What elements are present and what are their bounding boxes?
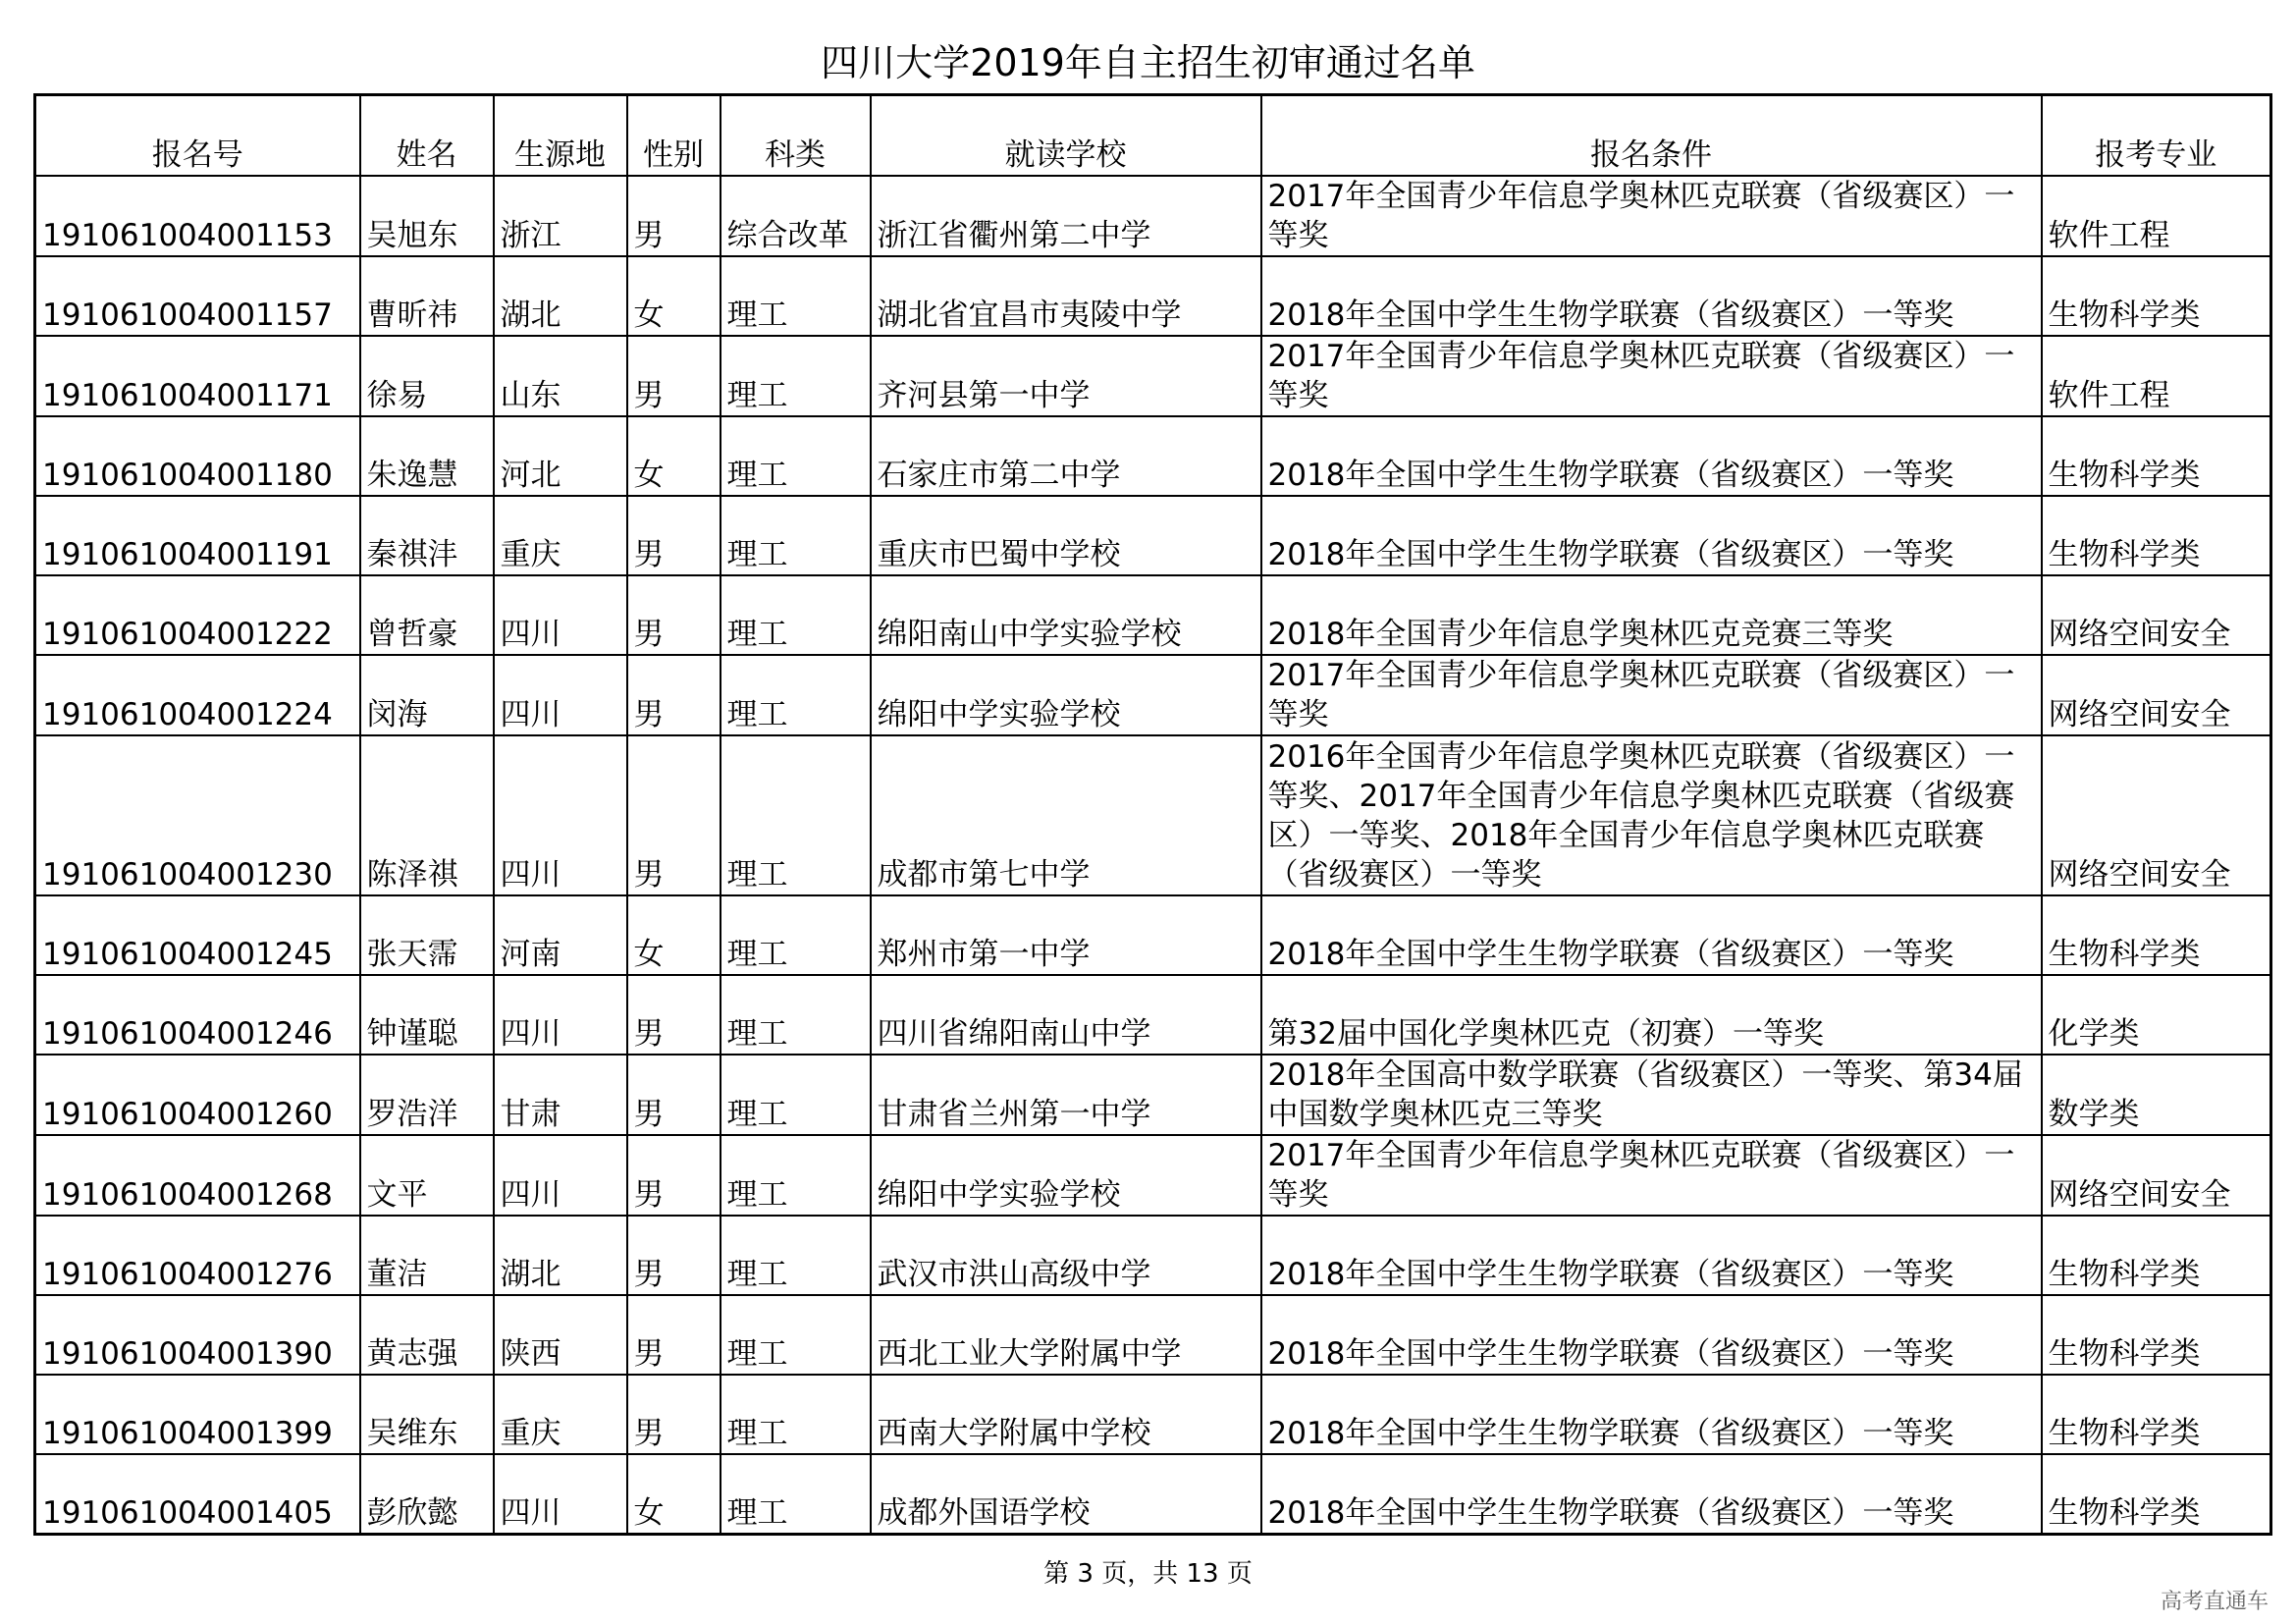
name-cell: 陈泽祺 (360, 735, 494, 895)
table-row (35, 1135, 2271, 1216)
subject-type-cell: 理工 (721, 1055, 871, 1135)
registration-number-cell: 191061004001260 (35, 1055, 360, 1135)
major-cell: 网络空间安全 (2042, 735, 2271, 895)
name-cell: 吴旭东 (360, 176, 494, 256)
gender-cell: 女 (627, 416, 721, 496)
major-cell: 网络空间安全 (2042, 575, 2271, 655)
header-gender: 性别 (627, 95, 721, 177)
subject-type-cell: 理工 (721, 1295, 871, 1375)
table-row (35, 655, 2271, 735)
name-cell: 吴维东 (360, 1375, 494, 1454)
qualification-cell: 2018年全国中学生生物学联赛（省级赛区）一等奖 (1261, 496, 2042, 575)
gender-cell: 女 (627, 1454, 721, 1534)
registration-number-cell: 191061004001276 (35, 1216, 360, 1295)
registration-number-cell: 191061004001191 (35, 496, 360, 575)
origin-cell: 四川 (494, 575, 627, 655)
name-cell: 朱逸慧 (360, 416, 494, 496)
table-row (35, 975, 2271, 1055)
subject-type-cell: 理工 (721, 1216, 871, 1295)
origin-cell: 湖北 (494, 256, 627, 336)
subject-type-cell: 理工 (721, 1135, 871, 1216)
school-cell: 湖北省宜昌市夷陵中学 (871, 256, 1261, 336)
qualification-cell: 2017年全国青少年信息学奥林匹克联赛（省级赛区）一等奖 (1261, 176, 2042, 256)
qualification-cell: 2018年全国高中数学联赛（省级赛区）一等奖、第34届中国数学奥林匹克三等奖 (1261, 1055, 2042, 1135)
major-cell: 生物科学类 (2042, 1295, 2271, 1375)
name-cell: 曾哲豪 (360, 575, 494, 655)
registration-number-cell: 191061004001246 (35, 975, 360, 1055)
origin-cell: 河北 (494, 416, 627, 496)
name-cell: 张天霈 (360, 895, 494, 975)
school-cell: 西北工业大学附属中学 (871, 1295, 1261, 1375)
table-row (35, 336, 2271, 416)
table-row (35, 496, 2271, 575)
name-cell: 黄志强 (360, 1295, 494, 1375)
gender-cell: 男 (627, 176, 721, 256)
table-header-row (35, 95, 2271, 177)
school-cell: 成都外国语学校 (871, 1454, 1261, 1534)
origin-cell: 湖北 (494, 1216, 627, 1295)
gender-cell: 男 (627, 655, 721, 735)
major-cell: 生物科学类 (2042, 496, 2271, 575)
qualification-cell: 2017年全国青少年信息学奥林匹克联赛（省级赛区）一等奖 (1261, 336, 2042, 416)
header-major: 报考专业 (2042, 95, 2271, 177)
table-row (35, 416, 2271, 496)
name-cell: 徐易 (360, 336, 494, 416)
table-row (35, 735, 2271, 895)
school-cell: 绵阳中学实验学校 (871, 655, 1261, 735)
name-cell: 秦祺沣 (360, 496, 494, 575)
gender-cell: 男 (627, 496, 721, 575)
subject-type-cell: 理工 (721, 416, 871, 496)
header-registration-number: 报名号 (35, 95, 360, 177)
origin-cell: 四川 (494, 1454, 627, 1534)
gender-cell: 男 (627, 1216, 721, 1295)
origin-cell: 陕西 (494, 1295, 627, 1375)
major-cell: 化学类 (2042, 975, 2271, 1055)
qualification-cell: 2018年全国中学生生物学联赛（省级赛区）一等奖 (1261, 1216, 2042, 1295)
registration-number-cell: 191061004001157 (35, 256, 360, 336)
major-cell: 网络空间安全 (2042, 1135, 2271, 1216)
name-cell: 罗浩洋 (360, 1055, 494, 1135)
school-cell: 重庆市巴蜀中学校 (871, 496, 1261, 575)
table-row (35, 256, 2271, 336)
major-cell: 生物科学类 (2042, 1216, 2271, 1295)
registration-number-cell: 191061004001405 (35, 1454, 360, 1534)
registration-number-cell: 191061004001180 (35, 416, 360, 496)
qualification-cell: 2018年全国中学生生物学联赛（省级赛区）一等奖 (1261, 416, 2042, 496)
table-row (35, 575, 2271, 655)
qualification-cell: 2018年全国中学生生物学联赛（省级赛区）一等奖 (1261, 895, 2042, 975)
registration-number-cell: 191061004001153 (35, 176, 360, 256)
gender-cell: 男 (627, 1375, 721, 1454)
table-row (35, 1375, 2271, 1454)
gender-cell: 女 (627, 256, 721, 336)
major-cell: 软件工程 (2042, 336, 2271, 416)
header-origin: 生源地 (494, 95, 627, 177)
registration-number-cell: 191061004001224 (35, 655, 360, 735)
qualification-cell: 2017年全国青少年信息学奥林匹克联赛（省级赛区）一等奖 (1261, 655, 2042, 735)
qualification-cell: 2018年全国中学生生物学联赛（省级赛区）一等奖 (1261, 1295, 2042, 1375)
qualification-cell: 2017年全国青少年信息学奥林匹克联赛（省级赛区）一等奖 (1261, 1135, 2042, 1216)
registration-number-cell: 191061004001390 (35, 1295, 360, 1375)
registration-number-cell: 191061004001230 (35, 735, 360, 895)
origin-cell: 河南 (494, 895, 627, 975)
table-row (35, 176, 2271, 256)
name-cell: 钟谨聪 (360, 975, 494, 1055)
name-cell: 董洁 (360, 1216, 494, 1295)
qualification-cell: 2018年全国中学生生物学联赛（省级赛区）一等奖 (1261, 1454, 2042, 1534)
school-cell: 绵阳南山中学实验学校 (871, 575, 1261, 655)
name-cell: 曹昕祎 (360, 256, 494, 336)
major-cell: 生物科学类 (2042, 256, 2271, 336)
qualification-cell: 2018年全国中学生生物学联赛（省级赛区）一等奖 (1261, 256, 2042, 336)
qualification-cell: 2018年全国中学生生物学联赛（省级赛区）一等奖 (1261, 1375, 2042, 1454)
registration-number-cell: 191061004001268 (35, 1135, 360, 1216)
header-name: 姓名 (360, 95, 494, 177)
name-cell: 彭欣懿 (360, 1454, 494, 1534)
major-cell: 软件工程 (2042, 176, 2271, 256)
gender-cell: 男 (627, 575, 721, 655)
origin-cell: 甘肃 (494, 1055, 627, 1135)
subject-type-cell: 理工 (721, 575, 871, 655)
school-cell: 齐河县第一中学 (871, 336, 1261, 416)
origin-cell: 四川 (494, 1135, 627, 1216)
school-cell: 浙江省衢州第二中学 (871, 176, 1261, 256)
school-cell: 四川省绵阳南山中学 (871, 975, 1261, 1055)
major-cell: 生物科学类 (2042, 416, 2271, 496)
major-cell: 网络空间安全 (2042, 655, 2271, 735)
table-row (35, 895, 2271, 975)
origin-cell: 四川 (494, 735, 627, 895)
subject-type-cell: 综合改革 (721, 176, 871, 256)
origin-cell: 浙江 (494, 176, 627, 256)
origin-cell: 重庆 (494, 496, 627, 575)
table-row (35, 1055, 2271, 1135)
header-subject-type: 科类 (721, 95, 871, 177)
subject-type-cell: 理工 (721, 735, 871, 895)
subject-type-cell: 理工 (721, 895, 871, 975)
subject-type-cell: 理工 (721, 1375, 871, 1454)
gender-cell: 女 (627, 895, 721, 975)
major-cell: 生物科学类 (2042, 1454, 2271, 1534)
qualification-cell: 第32届中国化学奥林匹克（初赛）一等奖 (1261, 975, 2042, 1055)
school-cell: 郑州市第一中学 (871, 895, 1261, 975)
major-cell: 生物科学类 (2042, 895, 2271, 975)
page-number: 第 3 页，共 13 页 (1043, 1559, 1253, 1589)
school-cell: 西南大学附属中学校 (871, 1375, 1261, 1454)
name-cell: 文平 (360, 1135, 494, 1216)
origin-cell: 山东 (494, 336, 627, 416)
origin-cell: 四川 (494, 655, 627, 735)
table-body (35, 176, 2271, 1534)
school-cell: 石家庄市第二中学 (871, 416, 1261, 496)
gender-cell: 男 (627, 336, 721, 416)
major-cell: 数学类 (2042, 1055, 2271, 1135)
school-cell: 成都市第七中学 (871, 735, 1261, 895)
school-cell: 武汉市洪山高级中学 (871, 1216, 1261, 1295)
gender-cell: 男 (627, 975, 721, 1055)
table-row (35, 1454, 2271, 1534)
registration-number-cell: 191061004001245 (35, 895, 360, 975)
header-school: 就读学校 (871, 95, 1261, 177)
table-row (35, 1295, 2271, 1375)
subject-type-cell: 理工 (721, 336, 871, 416)
subject-type-cell: 理工 (721, 496, 871, 575)
page-title: 四川大学2019年自主招生初审通过名单 (821, 41, 1475, 84)
qualification-cell: 2016年全国青少年信息学奥林匹克联赛（省级赛区）一等奖、2017年全国青少年信息学奥林匹克联赛（省级赛区）一等奖、2018年全国青少年信息学奥林匹克联赛（省级赛区）一等奖 (1261, 735, 2042, 895)
gender-cell: 男 (627, 1055, 721, 1135)
registration-number-cell: 191061004001222 (35, 575, 360, 655)
watermark-text: 高考直通车 (2160, 1590, 2269, 1614)
school-cell: 绵阳中学实验学校 (871, 1135, 1261, 1216)
origin-cell: 重庆 (494, 1375, 627, 1454)
gender-cell: 男 (627, 1135, 721, 1216)
registration-number-cell: 191061004001171 (35, 336, 360, 416)
major-cell: 生物科学类 (2042, 1375, 2271, 1454)
table-row (35, 1216, 2271, 1295)
name-cell: 闵海 (360, 655, 494, 735)
subject-type-cell: 理工 (721, 655, 871, 735)
admission-table (33, 93, 2272, 1536)
subject-type-cell: 理工 (721, 1454, 871, 1534)
registration-number-cell: 191061004001399 (35, 1375, 360, 1454)
origin-cell: 四川 (494, 975, 627, 1055)
gender-cell: 男 (627, 1295, 721, 1375)
subject-type-cell: 理工 (721, 975, 871, 1055)
header-qualification: 报名条件 (1261, 95, 2042, 177)
subject-type-cell: 理工 (721, 256, 871, 336)
school-cell: 甘肃省兰州第一中学 (871, 1055, 1261, 1135)
qualification-cell: 2018年全国青少年信息学奥林匹克竞赛三等奖 (1261, 575, 2042, 655)
gender-cell: 男 (627, 735, 721, 895)
